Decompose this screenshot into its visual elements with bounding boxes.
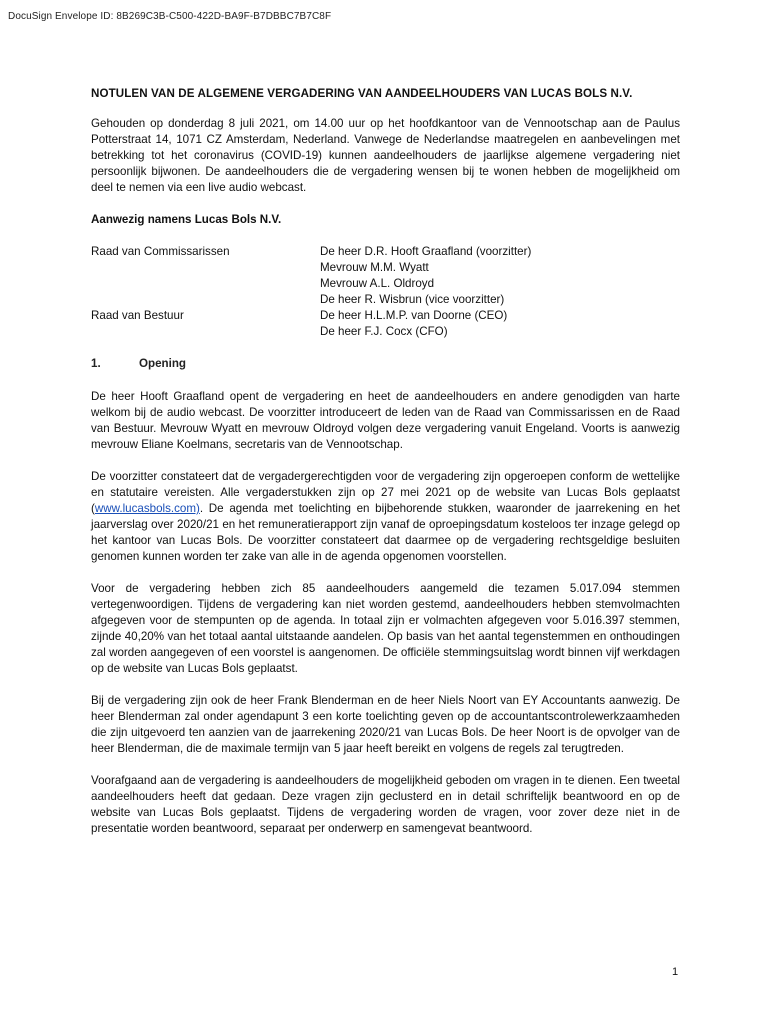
member-name: De heer H.L.M.P. van Doorne (CEO) (320, 309, 508, 322)
paragraph-convocation (91, 469, 680, 565)
member-name: De heer D.R. Hooft Graafland (voorzitter) (320, 245, 532, 258)
supervisory-board-members (320, 244, 680, 308)
supervisory-board-label: Raad van Commissarissen (91, 245, 230, 258)
docusign-envelope-id: DocuSign Envelope ID: 8B269C3B-C500-422D-BA9F-B7DBBC7B7C8F (8, 11, 332, 22)
section-title: Opening (139, 357, 187, 370)
document-body (91, 86, 680, 837)
paragraph-opening: De heer Hooft Graafland opent de vergadering en heet de aandeelhouders en andere genodigden van harte welkom bij de audio webcast. De voorzitter introduceert de leden van de Raad van Commissarissen en de Raad van Bestuur. Mevrouw Wyatt en mevrouw Oldroyd volgen deze vergadering vanuit Engeland. Voorts is aanwezig mevrouw Eliane Koelmans, secretaris van de Vennootschap. (91, 390, 680, 451)
management-board-members (320, 308, 680, 340)
management-board-label: Raad van Bestuur (91, 309, 184, 322)
paragraph-voting: Voor de vergadering hebben zich 85 aandeelhouders aangemeld die tezamen 5.017.094 stemmen vertegenwoordigen. Tijdens de vergadering kan niet worden gestemd, aandeelhouders hebben stemvolmachten afgegeven voor de stempunten op de agenda. In totaal zijn er volmachten afgegeven voor 5.016.397 stemmen, zijnde 40,20% van het totaal aantal uitstaande aandelen. Op basis van het aantal tegenstemmen en onthoudingen zal worden aangegeven of een voorstel is aangenomen. De officiële stemmingsuitslag wordt binnen vijf werkdagen op de website van Lucas Bols geplaatst. (91, 582, 680, 675)
paragraph-auditors: Bij de vergadering zijn ook de heer Frank Blenderman en de heer Niels Noort van EY Accountants aanwezig. De heer Blenderman zal onder agendapunt 3 een korte toelichting geven op de accountantscontrolewerkzaamheden die zijn uitgevoerd ten aanzien van de jaarrekening 2020/21 van Lucas Bols. De heer Noort is de opvolger van de heer Blenderman, die de maximale termijn van 5 jaar heeft bereikt en volgens de regels zal terugtreden. (91, 694, 680, 755)
present-heading: Aanwezig namens Lucas Bols N.V. (91, 213, 282, 226)
member-name: Mevrouw A.L. Oldroyd (320, 277, 435, 290)
website-link[interactable]: www.lucasbols.com) (94, 502, 200, 515)
member-name: Mevrouw M.M. Wyatt (320, 261, 429, 274)
page-number: 1 (672, 966, 679, 978)
intro-paragraph: Gehouden op donderdag 8 juli 2021, om 14.00 uur op het hoofdkantoor van de Vennootschap aan de Paulus Potterstraat 14, 1071 CZ Amsterdam, Nederland. Vanwege de Nederlandse maatregelen en aanbevelingen met betrekking tot het coronavirus (COVID-19) kunnen aandeelhouders de jaarlijkse algemene vergadering niet persoonlijk bijwonen. De aandeelhouders die de vergadering wensen bij te wonen hebben de mogelijkheid om deel te nemen via een live audio webcast. (91, 117, 680, 194)
member-name: De heer F.J. Cocx (CFO) (320, 325, 448, 338)
attendees-list (91, 244, 680, 340)
section-heading-opening (91, 356, 680, 372)
member-name: De heer R. Wisbrun (vice voorzitter) (320, 293, 505, 306)
document-title: NOTULEN VAN DE ALGEMENE VERGADERING VAN AANDEELHOUDERS VAN LUCAS BOLS N.V. (91, 87, 633, 100)
paragraph-text: . De agenda met toelichting en bijbehorende stukken, waaronder de jaarrekening en het jaarverslag over 2020/21 en het remuneratierapport zijn vanaf de oproepingsdatum kosteloos ter inzage gelegd op het kantoor van Lucas Bols. De voorzitter constateert dat daarmee op de vergadering rechtsgeldige besluiten genomen kunnen worden ter zake van alle in de agenda opgenomen voorstellen. (91, 502, 680, 563)
paragraph-text: De voorzitter constateert dat de vergadergerechtigden voor de vergadering zijn opgeroepen conform de wettelijke en statutaire vereisten. Alle vergaderstukken zijn op 27 mei 2021 op de website van Lucas Bols geplaatst ( (91, 470, 680, 515)
paragraph-questions: Voorafgaand aan de vergadering is aandeelhouders de mogelijkheid geboden om vragen in te dienen. Een tweetal aandeelhouders heeft dat gedaan. Deze vragen zijn geclusterd en in detail schriftelijk beantwoord en op de website van Lucas Bols geplaatst. Tijdens de vergadering worden de vragen, voor zover deze niet in de presentatie worden beantwoord, separaat per onderwerp en samengevat beantwoord. (91, 774, 680, 835)
section-number: 1. (91, 357, 101, 370)
